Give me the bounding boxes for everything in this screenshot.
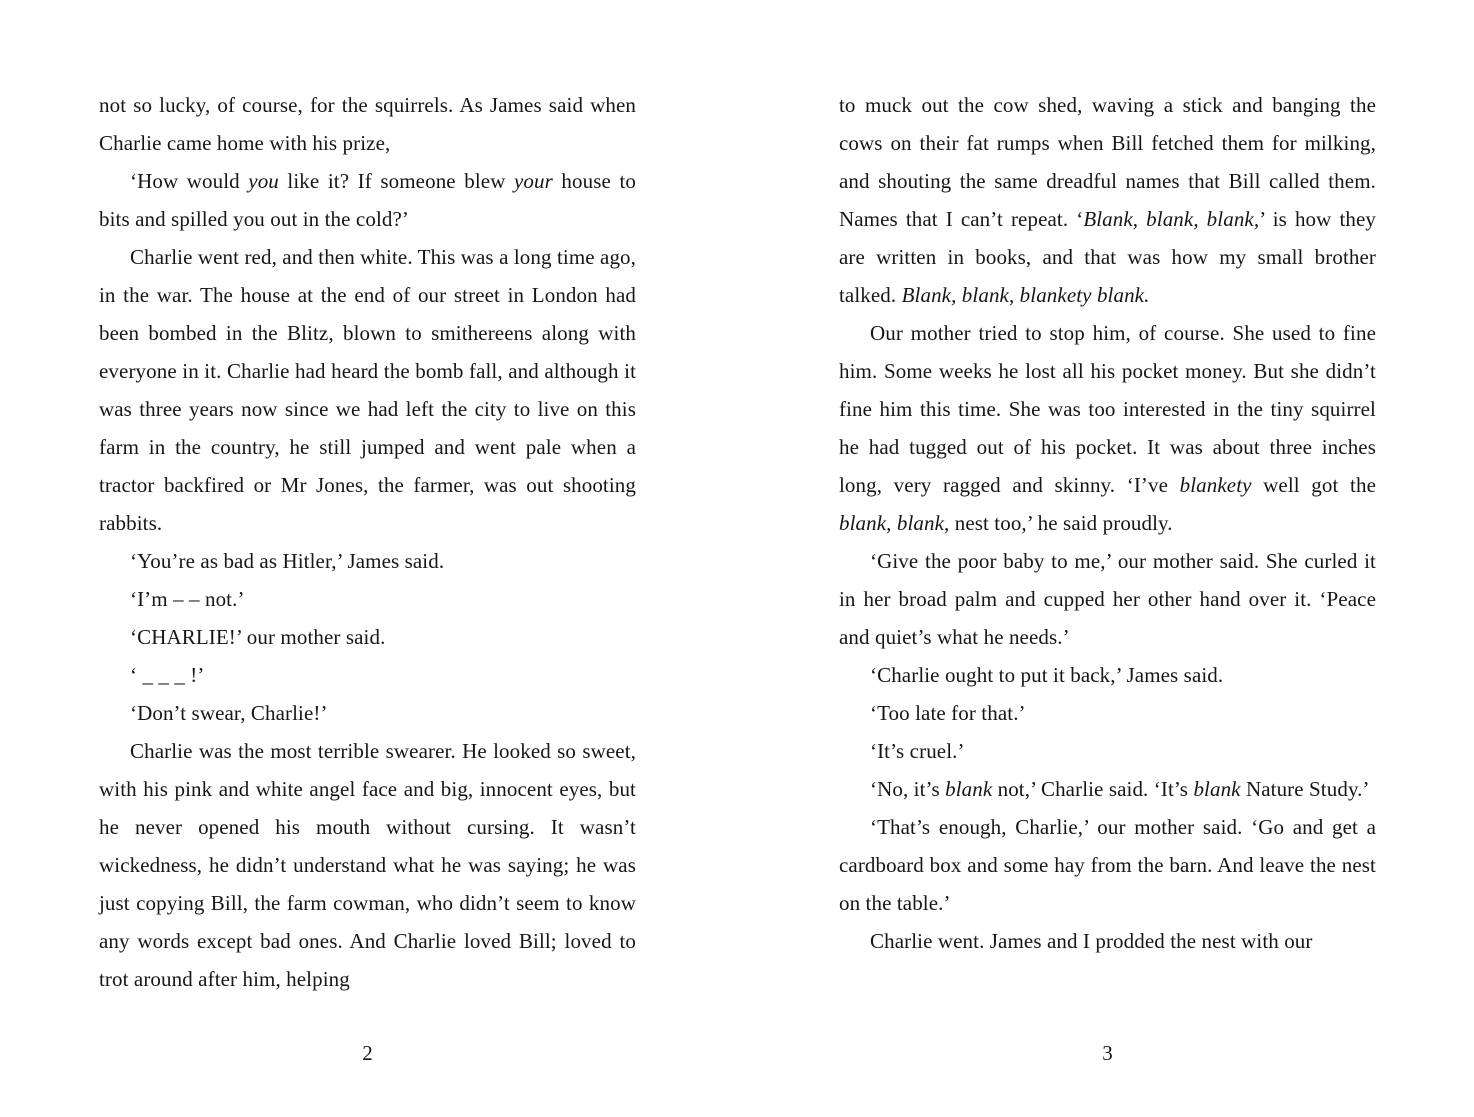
text-run: Charlie went red, and then white. This was a long time ago, in the war. The house at the end of our street in London had been bombed in the Blitz, blown to smithereens along with everyone in it. Charlie had heard the bomb fall, and although it was three years now since we had left the city to live on this farm in the country, he still jumped and went pale when a tractor backfired or Mr Jones, the farmer, was out shooting rabbits. [99,245,636,535]
page-right [839,0,1376,1117]
text-run: not,’ Charlie said. ‘It’s [992,777,1194,801]
text-run: ‘Give the poor baby to me,’ our mother said. She curled it in her broad palm and cupped her other hand over it. ‘Peace and quiet’s what he needs.’ [839,549,1376,649]
paragraph [99,580,636,618]
text-run: house to bits and spilled you out in the cold?’ [99,169,636,231]
paragraph [839,656,1376,694]
paragraph [839,694,1376,732]
text-run: like it? If someone blew [278,169,514,193]
page-number-left: 2 [362,1041,373,1065]
text-run: ‘Charlie ought to put it back,’ James said. [870,663,1224,687]
paragraph [839,770,1376,808]
italic-text-run: blankety [1179,473,1252,497]
text-run: Our mother tried to stop him, of course. She used to fine him. Some weeks he lost all his pocket money. But she didn’t fine him this time. She was too interested in the tiny squirrel he had tugged out of his pocket. It was about three inches long, very ragged and skinny. ‘I’ve [839,321,1376,497]
paragraph [99,162,636,238]
text-run: ‘It’s cruel.’ [870,739,965,763]
paragraph [839,542,1376,656]
text-run: ‘Don’t swear, Charlie!’ [130,701,328,725]
text-run: Charlie was the most terrible swearer. He looked so sweet, with his pink and white angel face and big, innocent eyes, but he never opened his mouth without cursing. It wasn’t wickedness, he didn’t understand what he was saying; he was just copying Bill, the farm cowman, who didn’t seem to know any words except bad ones. And Charlie loved Bill; loved to trot around after him, helping [99,739,636,991]
paragraph [99,86,636,162]
paragraph [839,732,1376,770]
page-left [99,0,636,1117]
text-run: Nature Study.’ [1240,777,1370,801]
paragraph [839,808,1376,922]
text-run: ‘That’s enough, Charlie,’ our mother said. ‘Go and get a cardboard box and some hay from the barn. And leave the nest on the table.’ [839,815,1376,915]
text-run: nest too,’ he said proudly. [949,511,1173,535]
paragraph [99,542,636,580]
text-run: to muck out the cow shed, waving a stick and banging the cows on their fat rumps when Bill fetched them for milking, and shouting the same dreadful names that Bill called them. Names that I can’t repeat. ‘ [839,93,1376,231]
italic-text-run: Blank, blank, blank, [1083,207,1260,231]
page-right-text [839,86,1376,960]
text-run: ‘I’m – – not.’ [130,587,245,611]
italic-text-run: Blank, blank, blankety blank. [901,283,1150,307]
text-run: ‘Too late for that.’ [870,701,1026,725]
italic-text-run: blank [945,777,993,801]
paragraph [839,86,1376,314]
paragraph [839,922,1376,960]
text-run: ‘CHARLIE!’ our mother said. [130,625,386,649]
text-run: not so lucky, of course, for the squirrels. As James said when Charlie came home with his prize, [99,93,636,155]
text-run: ‘How would [130,169,249,193]
text-run: Charlie went. James and I prodded the nest with our [870,929,1313,953]
italic-text-run: blank, blank, [839,511,950,535]
italic-text-run: your [514,169,553,193]
paragraph [99,618,636,656]
text-run: ‘No, it’s [870,777,946,801]
paragraph [99,732,636,998]
text-run: ‘You’re as bad as Hitler,’ James said. [130,549,445,573]
text-run: well got the [1251,473,1376,497]
italic-text-run: you [248,169,279,193]
text-run: ’ is how they are written in books, and that was how my small brother talked. [839,207,1376,307]
paragraph [839,314,1376,542]
italic-text-run: blank [1193,777,1241,801]
page-number-right: 3 [1102,1041,1113,1065]
text-run: ‘ _ _ _ !’ [130,663,205,687]
page-left-text [99,86,636,998]
paragraph [99,694,636,732]
paragraph [99,238,636,542]
paragraph [99,656,636,694]
